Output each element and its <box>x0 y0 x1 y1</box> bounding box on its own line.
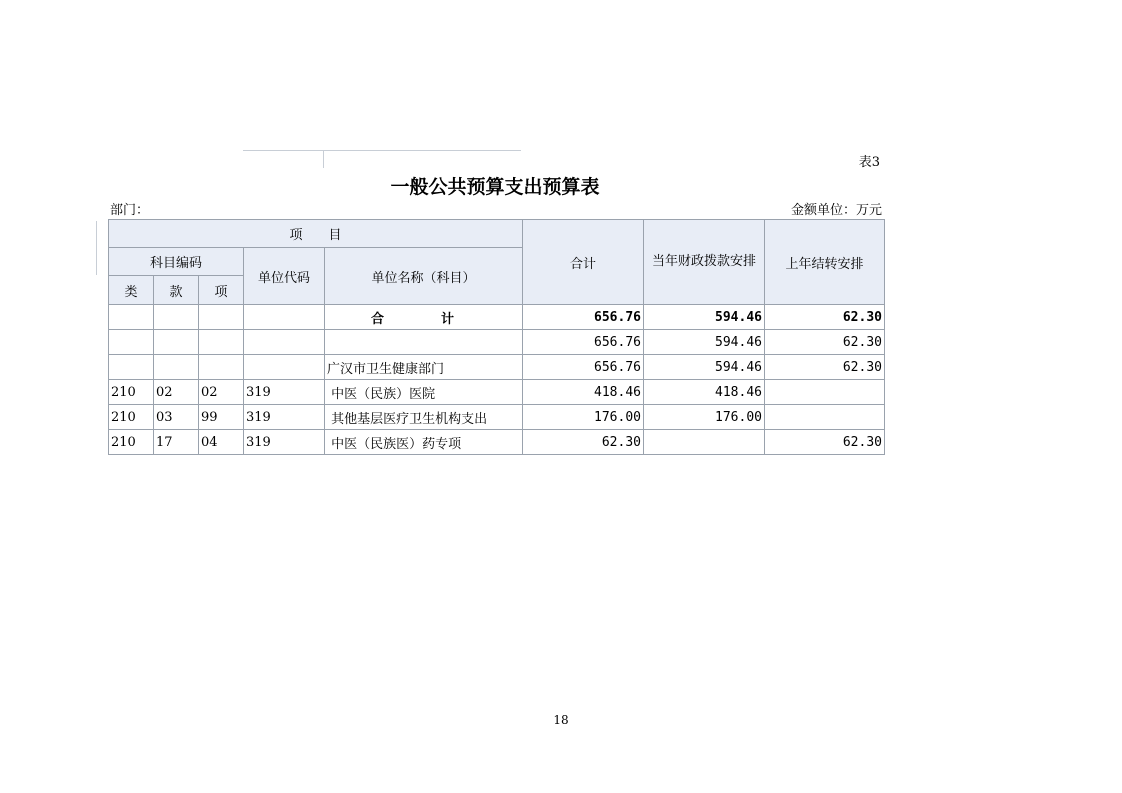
total-row-xiang <box>199 305 244 330</box>
table-row <box>109 430 885 455</box>
cell-unit-code: 319 <box>244 405 325 430</box>
cell-lei: 210 <box>109 405 154 430</box>
cell-lei: 210 <box>109 380 154 405</box>
cell-xiang <box>199 330 244 355</box>
cell-total: 656.76 <box>523 355 644 380</box>
cell-unit-name: 中医（民族）医院 <box>325 380 523 405</box>
cell-carryover <box>765 380 885 405</box>
cell-carryover <box>765 405 885 430</box>
cell-total: 176.00 <box>523 405 644 430</box>
cell-unit-code <box>244 330 325 355</box>
header-current-year: 当年财政拨款安排 <box>644 220 765 305</box>
scan-artifact-line-top <box>243 150 521 151</box>
budget-table <box>108 219 885 455</box>
header-carryover: 上年结转安排 <box>765 220 885 305</box>
total-row-carryover: 62.30 <box>765 305 885 330</box>
cell-carryover: 62.30 <box>765 355 885 380</box>
cell-lei <box>109 355 154 380</box>
header-total: 合计 <box>523 220 644 305</box>
header-row-1 <box>109 220 885 248</box>
cell-total: 418.46 <box>523 380 644 405</box>
cell-xiang <box>199 355 244 380</box>
header-project: 项 目 <box>109 220 523 248</box>
scan-artifact-line-left <box>96 221 97 275</box>
header-lei: 类 <box>109 276 154 305</box>
cell-xiang: 02 <box>199 380 244 405</box>
cell-current-year: 176.00 <box>644 405 765 430</box>
cell-lei: 210 <box>109 430 154 455</box>
total-row-unit-code <box>244 305 325 330</box>
cell-unit-name: 广汉市卫生健康部门 <box>325 355 523 380</box>
cell-unit-code: 319 <box>244 380 325 405</box>
total-row-current-year: 594.46 <box>644 305 765 330</box>
cell-xiang: 04 <box>199 430 244 455</box>
total-row-total: 656.76 <box>523 305 644 330</box>
header-xiang: 项 <box>199 276 244 305</box>
header-unit-code: 单位代码 <box>244 248 325 305</box>
cell-unit-name: 中医（民族医）药专项 <box>325 430 523 455</box>
table-number: 表3 <box>858 155 880 170</box>
cell-unit-code: 319 <box>244 430 325 455</box>
cell-total: 656.76 <box>523 330 644 355</box>
cell-kuan: 02 <box>154 380 199 405</box>
total-row <box>109 305 885 330</box>
header-kuan: 款 <box>154 276 199 305</box>
header-unit-name: 单位名称（科目） <box>325 248 523 305</box>
cell-kuan <box>154 355 199 380</box>
total-row-kuan <box>154 305 199 330</box>
cell-current-year <box>644 430 765 455</box>
cell-current-year: 418.46 <box>644 380 765 405</box>
cell-unit-name: 其他基层医疗卫生机构支出 <box>325 405 523 430</box>
cell-current-year: 594.46 <box>644 330 765 355</box>
page-title: 一般公共预算支出预算表 <box>390 176 600 198</box>
cell-kuan: 17 <box>154 430 199 455</box>
cell-carryover: 62.30 <box>765 430 885 455</box>
table-row <box>109 380 885 405</box>
cell-current-year: 594.46 <box>644 355 765 380</box>
cell-kuan <box>154 330 199 355</box>
department-label: 部门： <box>110 203 150 218</box>
total-row-label: 合 计 <box>325 305 523 330</box>
cell-total: 62.30 <box>523 430 644 455</box>
table-row <box>109 330 885 355</box>
cell-unit-name <box>325 330 523 355</box>
page-number: 18 <box>553 713 569 727</box>
amount-unit-label: 金额单位：万元 <box>790 203 882 218</box>
cell-xiang: 99 <box>199 405 244 430</box>
cell-kuan: 03 <box>154 405 199 430</box>
cell-lei <box>109 330 154 355</box>
total-row-lei <box>109 305 154 330</box>
cell-carryover: 62.30 <box>765 330 885 355</box>
scan-artifact-line-vertical <box>323 150 324 168</box>
table-row <box>109 355 885 380</box>
header-subject-code: 科目编码 <box>109 248 244 276</box>
table-row <box>109 405 885 430</box>
cell-unit-code <box>244 355 325 380</box>
